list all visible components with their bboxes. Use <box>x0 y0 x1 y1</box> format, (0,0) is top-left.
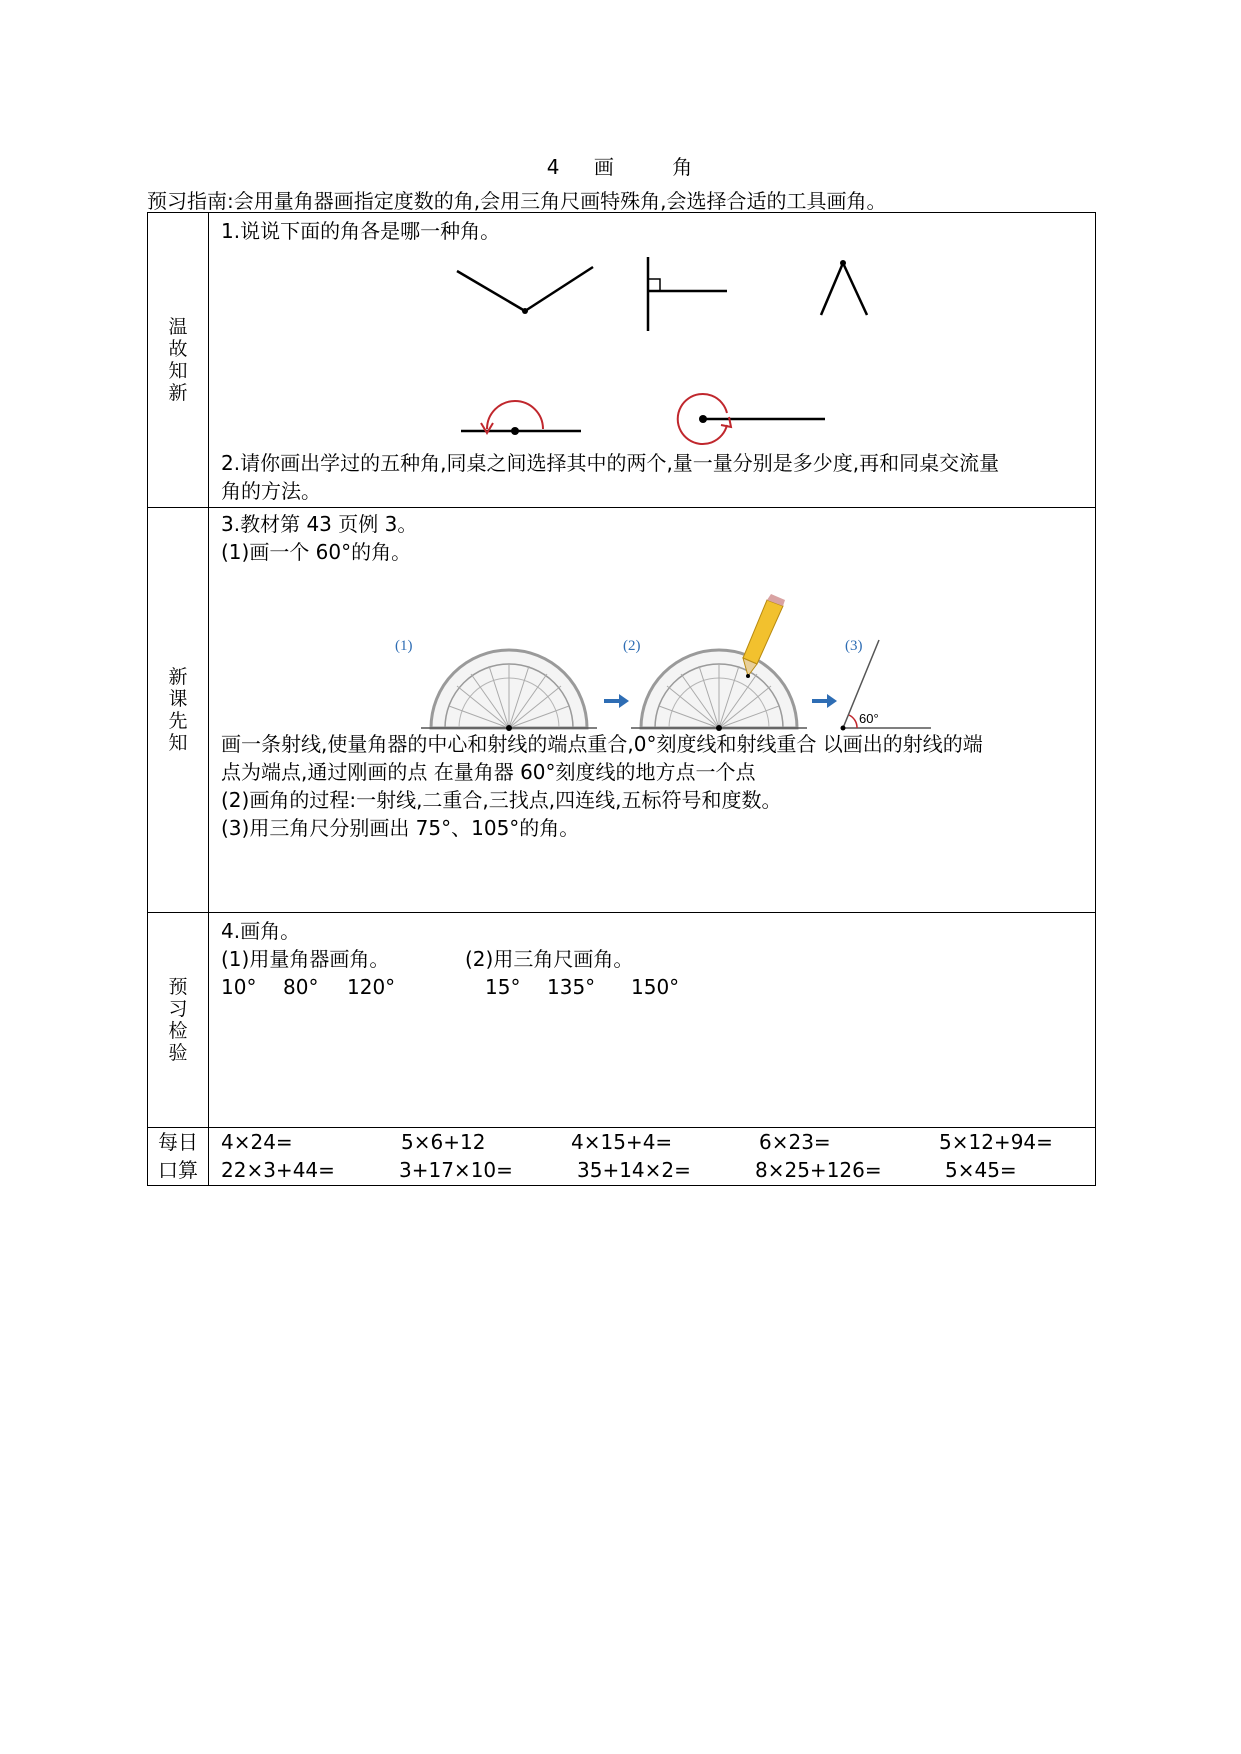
question-3-part-1: (1)画一个 60°的角。 <box>221 540 412 564</box>
calc-item: 22×3+44= <box>221 1158 335 1182</box>
question-2-line-2: 角的方法。 <box>221 479 321 503</box>
daily-row <box>148 1128 1096 1186</box>
review-label: 温故知新 <box>168 316 188 404</box>
calc-item: 4×24= <box>221 1130 293 1154</box>
question-3-part-3: (3)用三角尺分别画出 75°、105°的角。 <box>221 816 580 840</box>
question-2-line-1: 2.请你画出学过的五种角,同桌之间选择其中的两个,量一量分别是多少度,再和同桌交流量 <box>221 451 1000 475</box>
daily-label-cell <box>148 1128 209 1186</box>
calc-item: 4×15+4= <box>571 1130 673 1154</box>
preview-guide: 预习指南:会用量角器画指定度数的角,会用三角尺画特殊角,会选择合适的工具画角。 <box>147 189 887 213</box>
angle-item: 150° <box>631 975 680 999</box>
calc-item: 3+17×10= <box>399 1158 513 1182</box>
new-lesson-content <box>209 508 1096 913</box>
new-lesson-label: 新课先知 <box>168 666 188 754</box>
angle-figures <box>209 213 1089 413</box>
calc-item: 6×23= <box>759 1130 831 1154</box>
angle-60-label: 60° <box>859 711 879 726</box>
check-label: 预习检验 <box>168 976 188 1064</box>
new-lesson-row <box>148 508 1096 913</box>
arrow-right-icon <box>604 694 629 708</box>
step-1-label: (1) <box>395 638 413 654</box>
review-row <box>148 213 1096 508</box>
step-1 <box>395 638 597 731</box>
daily-content <box>209 1128 1096 1186</box>
check-row <box>148 913 1096 1128</box>
question-4-sub-2: (2)用三角尺画角。 <box>465 947 634 971</box>
title-word-1: 画 <box>593 155 616 179</box>
question-4: 4.画角。 <box>221 919 301 943</box>
question-1: 1.说说下面的角各是哪一种角。 <box>221 219 501 243</box>
angle-item: 135° <box>547 975 596 999</box>
daily-label: 每日口算 <box>158 1130 198 1182</box>
worksheet-table <box>147 212 1096 1186</box>
protractor-steps-figure <box>209 578 1089 738</box>
angle-item: 80° <box>283 975 319 999</box>
question-4-sub-1: (1)用量角器画角。 <box>221 947 390 971</box>
step-description-line-1: 画一条射线,使量角器的中心和射线的端点重合,0°刻度线和射线重合 以画出的射线的端 <box>221 732 983 756</box>
check-label-cell <box>148 913 209 1128</box>
check-content <box>209 913 1096 1128</box>
angle-figure-v <box>457 267 593 314</box>
angle-figure-round <box>678 394 825 444</box>
question-3: 3.教材第 43 页例 3。 <box>221 512 418 536</box>
step-2 <box>623 594 807 731</box>
title-number: 4 <box>546 155 562 179</box>
calc-item: 5×45= <box>945 1158 1017 1182</box>
calc-item: 5×6+12 <box>401 1130 486 1154</box>
angle-figure-straight <box>461 401 581 435</box>
question-3-part-2: (2)画角的过程:一射线,二重合,三找点,四连线,五标符号和度数。 <box>221 788 782 812</box>
angle-item: 15° <box>485 975 521 999</box>
step-2-label: (2) <box>623 638 641 654</box>
calc-item: 5×12+94= <box>939 1130 1053 1154</box>
review-content <box>209 213 1096 508</box>
angle-item: 120° <box>347 975 396 999</box>
angle-item: 10° <box>221 975 257 999</box>
page-title <box>0 151 1241 180</box>
review-label-cell <box>148 213 209 508</box>
step-3-label: (3) <box>845 638 863 654</box>
calc-item: 8×25+126= <box>755 1158 882 1182</box>
step-3 <box>841 638 932 731</box>
calc-item: 35+14×2= <box>577 1158 691 1182</box>
new-lesson-label-cell <box>148 508 209 913</box>
step-description-line-2: 点为端点,通过刚画的点 在量角器 60°刻度线的地方点一个点 <box>221 760 756 784</box>
title-word-2: 角 <box>672 155 695 179</box>
angle-figure-acute <box>821 260 867 315</box>
arrow-right-icon <box>812 694 837 708</box>
angle-figure-right <box>648 257 727 331</box>
